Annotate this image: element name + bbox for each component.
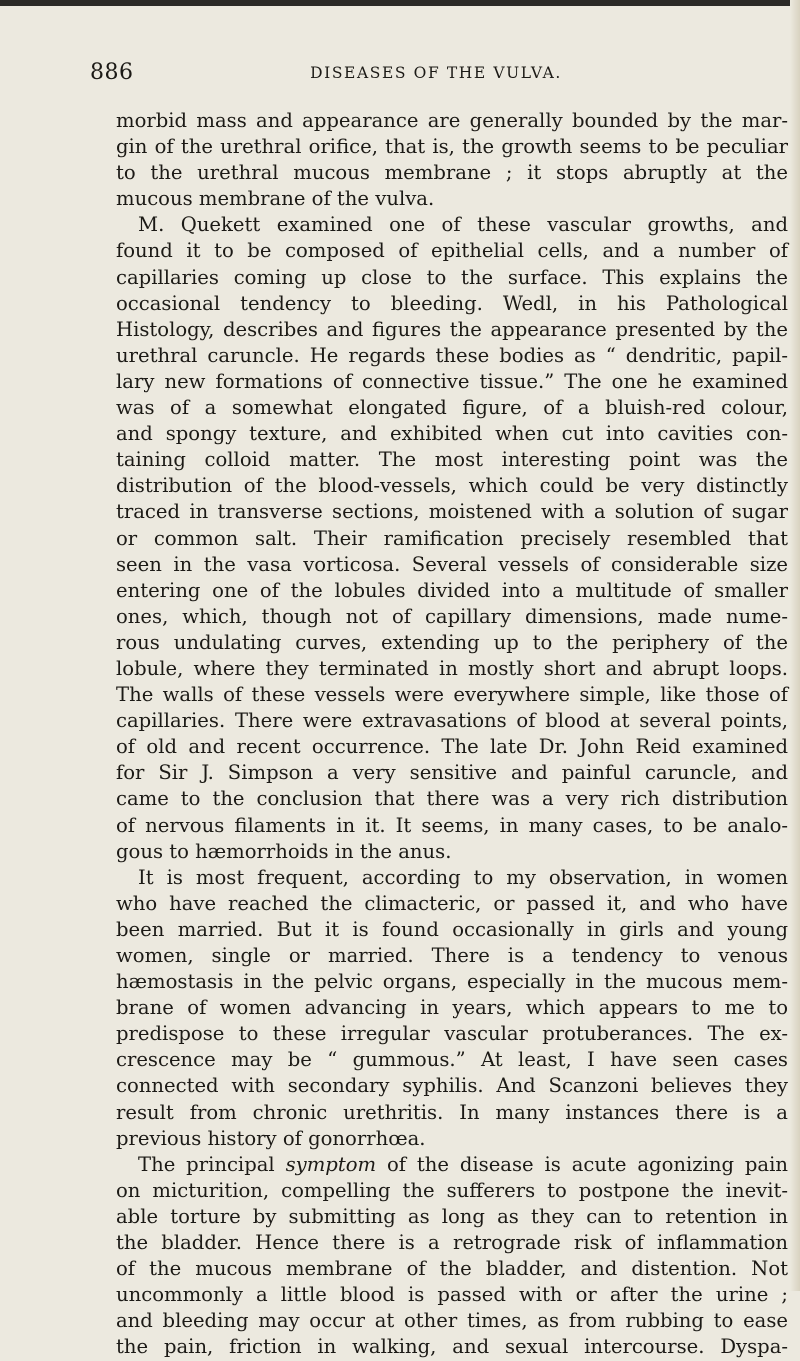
text-line: connected with secondary syphilis. And Scanzoni believes they [116, 1074, 788, 1098]
text-line: previous history of gonorrhœa. [116, 1126, 426, 1150]
text-line: was of a somewhat elongated figure, of a bluish-red colour, [116, 396, 788, 420]
text-line: of nervous filaments in it. It seems, in many cases, to be analo- [116, 813, 788, 837]
text-line: urethral caruncle. He regards these bodies as “ dendritic, papil- [116, 343, 788, 367]
text-line: Histology, describes and figures the appearance presented by the [116, 317, 788, 341]
text-line: hæmostasis in the pelvic organs, especially in the mucous mem- [116, 970, 788, 994]
text-line: distribution of the blood-vessels, which could be very distinctly [116, 474, 788, 498]
text-line: occasional tendency to bleeding. Wedl, in his Pathological [116, 291, 788, 315]
text-line: predispose to these irregular vascular protuberances. The ex- [116, 1022, 788, 1046]
text-line: brane of women advancing in years, which appears to me to [116, 996, 788, 1020]
text-line: traced in transverse sections, moistened with a solution of sugar [116, 500, 788, 524]
text-line: It is most frequent, according to my observation, in women [138, 865, 788, 889]
text-segment: The principal [138, 1152, 286, 1176]
text-line: and spongy texture, and exhibited when cut into cavities con- [116, 422, 788, 446]
text-line: morbid mass and appearance are generally bounded by the mar- [116, 109, 788, 132]
top-border-rule [0, 0, 800, 6]
text-line: came to the conclusion that there was a very rich distribution [116, 787, 788, 811]
text-line: women, single or married. There is a tendency to venous [116, 944, 788, 967]
page-edge-shading [790, 0, 800, 1291]
text-line: who have reached the climacteric, or passed it, and who have [116, 891, 788, 915]
text-line: entering one of the lobules divided into a multitude of smaller [116, 578, 788, 602]
text-line: rous undulating curves, extending up to the periphery of the [116, 630, 788, 654]
page-header [90, 60, 782, 90]
text-line: capillaries coming up close to the surface. This explains the [116, 265, 788, 289]
text-line: taining colloid matter. The most interesting point was the [116, 448, 788, 472]
text-line: of old and recent occurrence. The late Dr. John Reid examined [116, 735, 788, 759]
text-line: M. Quekett examined one of these vascular growths, and [138, 213, 788, 237]
page-number: 886 [90, 60, 134, 85]
text-line: the pain, friction in walking, and sexual intercourse. Dyspa- [116, 1335, 788, 1359]
text-line: and bleeding may occur at other times, as from rubbing to ease [116, 1309, 788, 1333]
text-line: mucous membrane of the vulva. [116, 187, 435, 211]
text-line: result from chronic urethritis. In many instances there is a [116, 1100, 788, 1124]
text-line: the bladder. Hence there is a retrograde risk of inflammation [116, 1231, 788, 1255]
text-line: for Sir J. Simpson a very sensitive and painful caruncle, and [116, 761, 788, 785]
text-line: found it to be composed of epithelial cells, and a number of [116, 239, 788, 263]
text-line: gous to hæmorrhoids in the anus. [116, 839, 452, 863]
text-line: capillaries. There were extravasations of blood at several points, [116, 709, 788, 733]
text-line: lobule, where they terminated in mostly short and abrupt loops. [116, 656, 788, 680]
text-line [116, 1152, 788, 1178]
text-segment: of the disease is acute agonizing pain [376, 1152, 788, 1176]
text-line: to the urethral mucous membrane ; it stops abruptly at the [116, 161, 788, 185]
body-text [116, 108, 788, 1361]
text-line: uncommonly a little blood is passed with or after the urine ; [116, 1283, 788, 1307]
running-head: DISEASES OF THE VULVA. [310, 64, 562, 82]
text-line: or common salt. Their ramification precisely resembled that [116, 526, 788, 550]
text-line: been married. But it is found occasionally in girls and young [116, 917, 788, 941]
italic-term: symptom [285, 1152, 377, 1176]
text-line: on micturition, compelling the sufferers to postpone the inevit- [116, 1178, 788, 1202]
text-line: The walls of these vessels were everywhere simple, like those of [116, 683, 788, 707]
text-line: of the mucous membrane of the bladder, and distention. Not [116, 1257, 788, 1281]
text-line: ones, which, though not of capillary dimensions, made nume- [116, 604, 788, 628]
text-line: crescence may be “ gummous.” At least, I have seen cases [116, 1048, 788, 1072]
text-line: seen in the vasa vorticosa. Several vessels of considerable size [116, 552, 788, 576]
text-line: able torture by submitting as long as they can to retention in [116, 1204, 788, 1228]
text-line: lary new formations of connective tissue.” The one he examined [116, 369, 788, 393]
text-line: gin of the urethral orifice, that is, the growth seems to be peculiar [116, 135, 788, 159]
